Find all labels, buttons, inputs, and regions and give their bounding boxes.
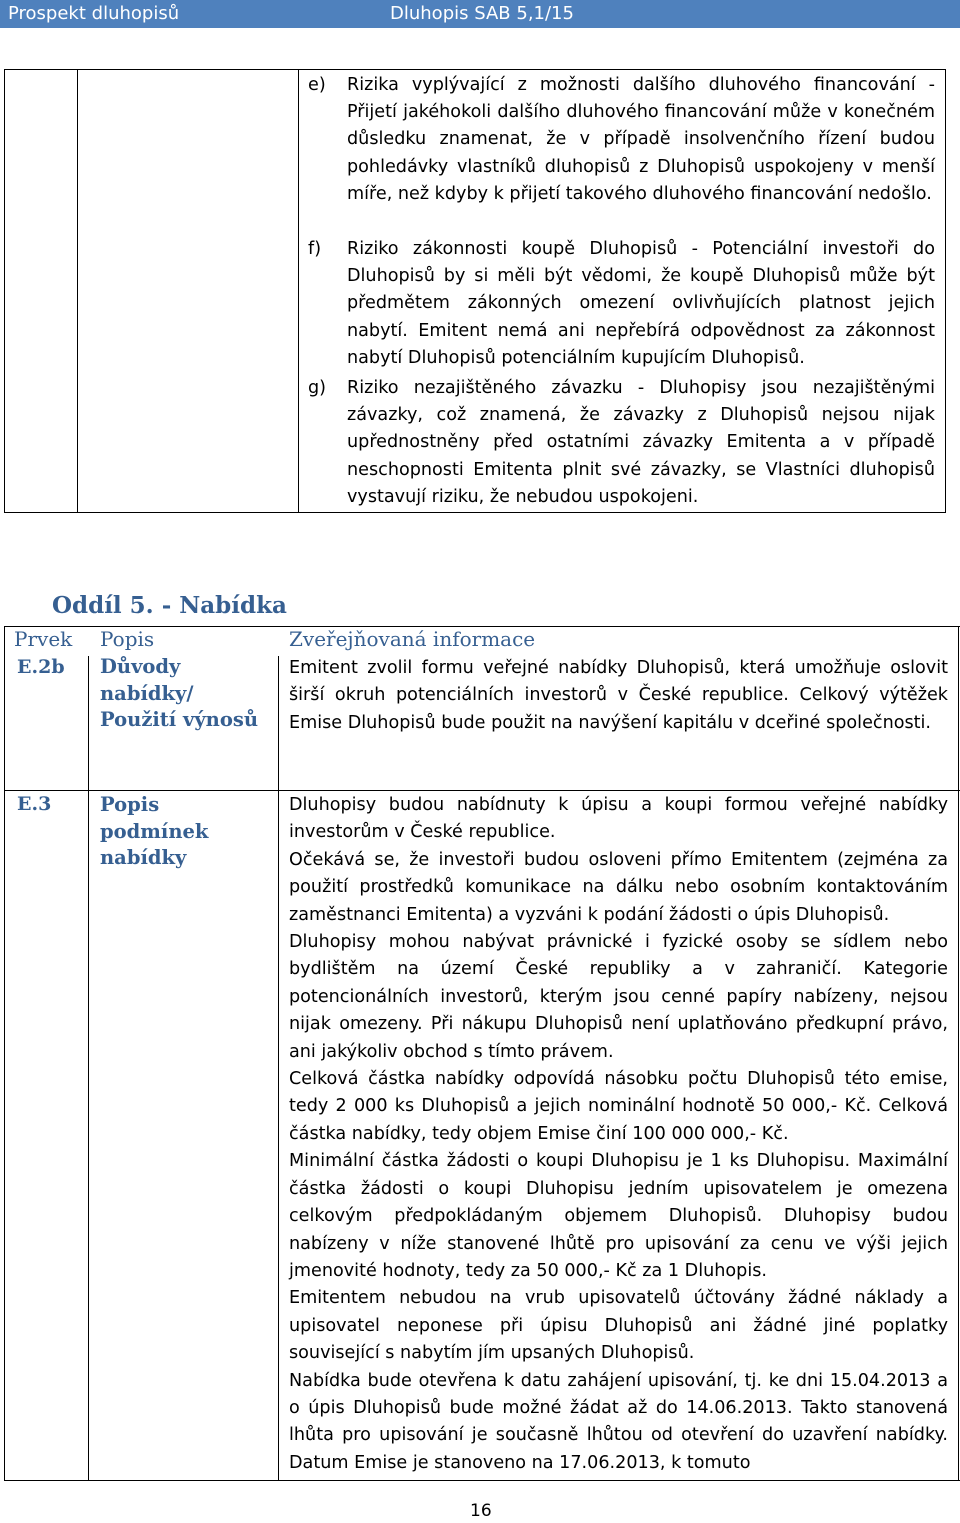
risk-e-text: Rizika vyplývající z možnosti dalšího dluhového financování - Přijetí jakéhokoli dalšího dluhového financování může v konečném důsledku znamenat, že v případě insolvenčního řízení budou pohledávky vlastníků dluhopisů z Dluhopisů uspokojeny v menší míře, než kdyby k přijetí takového dluhového financování nedošlo. xyxy=(347,75,935,204)
row-description: Popis podmínek nabídky xyxy=(100,793,209,869)
paragraph: Nabídka bude otevřena k datu zahájení upisování, tj. ke dni 15.04.2013 a o úpis Dluhopisů bude možné žádat až do 14.06.2013. Takto stanovená lhůta pro upisování je současně lhůtou od otevření do uzavření nabídky. Datum Emise je stanoveno na 17.06.2013, k tomuto xyxy=(289,1370,948,1473)
risk-f-label: f) xyxy=(308,239,322,259)
paragraph: Celková částka nabídky odpovídá násobku počtu Dluhopisů této emise, tedy 2 000 ks Dluhopisů a jejich nominální hodnotě 50 000,- Kč. Celková částka nabídky, tedy objem Emise činí 100 000 000,- Kč. xyxy=(289,1069,948,1144)
page-header xyxy=(0,0,960,28)
row-code: E.2b xyxy=(17,656,65,678)
row-code: E.3 xyxy=(17,793,52,815)
page-number: 16 xyxy=(470,1501,492,1521)
paragraph: Minimální částka žádosti o koupi Dluhopisu je 1 ks Dluhopisu. Maximální částka žádosti o koupi Dluhopisu jedním upisovatelem je omezena celkovým předpokládaným objemem Dluhopisů. Dluhopisy budou nabízeny v níže stanovené lhůtě pro upisování za cenu ve výši jejich jmenovité hodnoty, tedy za 50 000,- Kč za 1 Dluhopis. xyxy=(289,1151,948,1281)
column-header-popis: Popis xyxy=(100,627,155,651)
risk-g-label: g) xyxy=(308,378,327,398)
row-info xyxy=(289,792,948,1477)
row-description: Důvody nabídky/ Použití výnosů xyxy=(100,655,259,731)
column-header-prvek: Prvek xyxy=(14,627,73,651)
paragraph: Dluhopisy budou nabídnuty k úpisu a koupi formou veřejné nabídky investorům v České republice. xyxy=(289,795,948,843)
paragraph: Očekává se, že investoři budou osloveni přímo Emitentem (zejména za použití prostředků komunikace na dálku nebo osobním kontaktováním zaměstnanci Emitenta) a vyzváni k podání žádosti o úpis Dluhopisů. xyxy=(289,849,948,925)
row-info: Emitent zvolil formu veřejné nabídky Dluhopisů, která umožňuje oslovit širší okruh potenciálních investorů v České republice. Celkový výtěžek Emise Dluhopisů bude použit na navýšení kapitálu v dceřiné společnosti. xyxy=(289,658,948,733)
risk-e-label: e) xyxy=(308,75,326,95)
risk-g-text: Riziko nezajištěného závazku - Dluhopisy jsou nezajištěnými závazky, což znamená, že závazky z Dluhopisů nejsou nijak upřednostněny před ostatními závazky Emitenta a v případě neschopnosti Emitenta plnit své závazky, se Vlastníci dluhopisů vystavují riziku, že nebudou uspokojeni. xyxy=(347,378,935,507)
header-left-title: Prospekt dluhopisů xyxy=(8,3,180,24)
column-header-info: Zveřejňovaná informace xyxy=(289,627,536,651)
header-right-title: Dluhopis SAB 5,1/15 xyxy=(390,3,574,24)
paragraph: Dluhopisy mohou nabývat právnické i fyzické osoby se sídlem nebo bydlištěm na území České republiky a v zahraničí. Kategorie potencionálních investorů, kterým jsou cenné papíry nabízeny, nejsou nijak omezeny. Při nákupu Dluhopisů není uplatňováno předkupní právo, ani jakýkoliv obchod s tímto právem. xyxy=(289,932,948,1062)
risk-f-text: Riziko zákonnosti koupě Dluhopisů - Potenciální investoři do Dluhopisů by si měli být vědomi, že koupě Dluhopisů může být předmětem zákonných omezení ovlivňujících platnost jejich nabytí. Emitent nemá ani nepřebírá odpovědnost za zákonnost nabytí Dluhopisů potenciálním kupujícím Dluhopisů. xyxy=(347,239,935,368)
paragraph: Emitentem nebudou na vrub upisovatelů účtovány žádné náklady a upisovatel neponese při úpisu Dluhopisů ani žádné jiné poplatky související s nabytím jím upsaných Dluhopisů. xyxy=(289,1288,948,1364)
section-title: Oddíl 5. - Nabídka xyxy=(52,592,287,619)
